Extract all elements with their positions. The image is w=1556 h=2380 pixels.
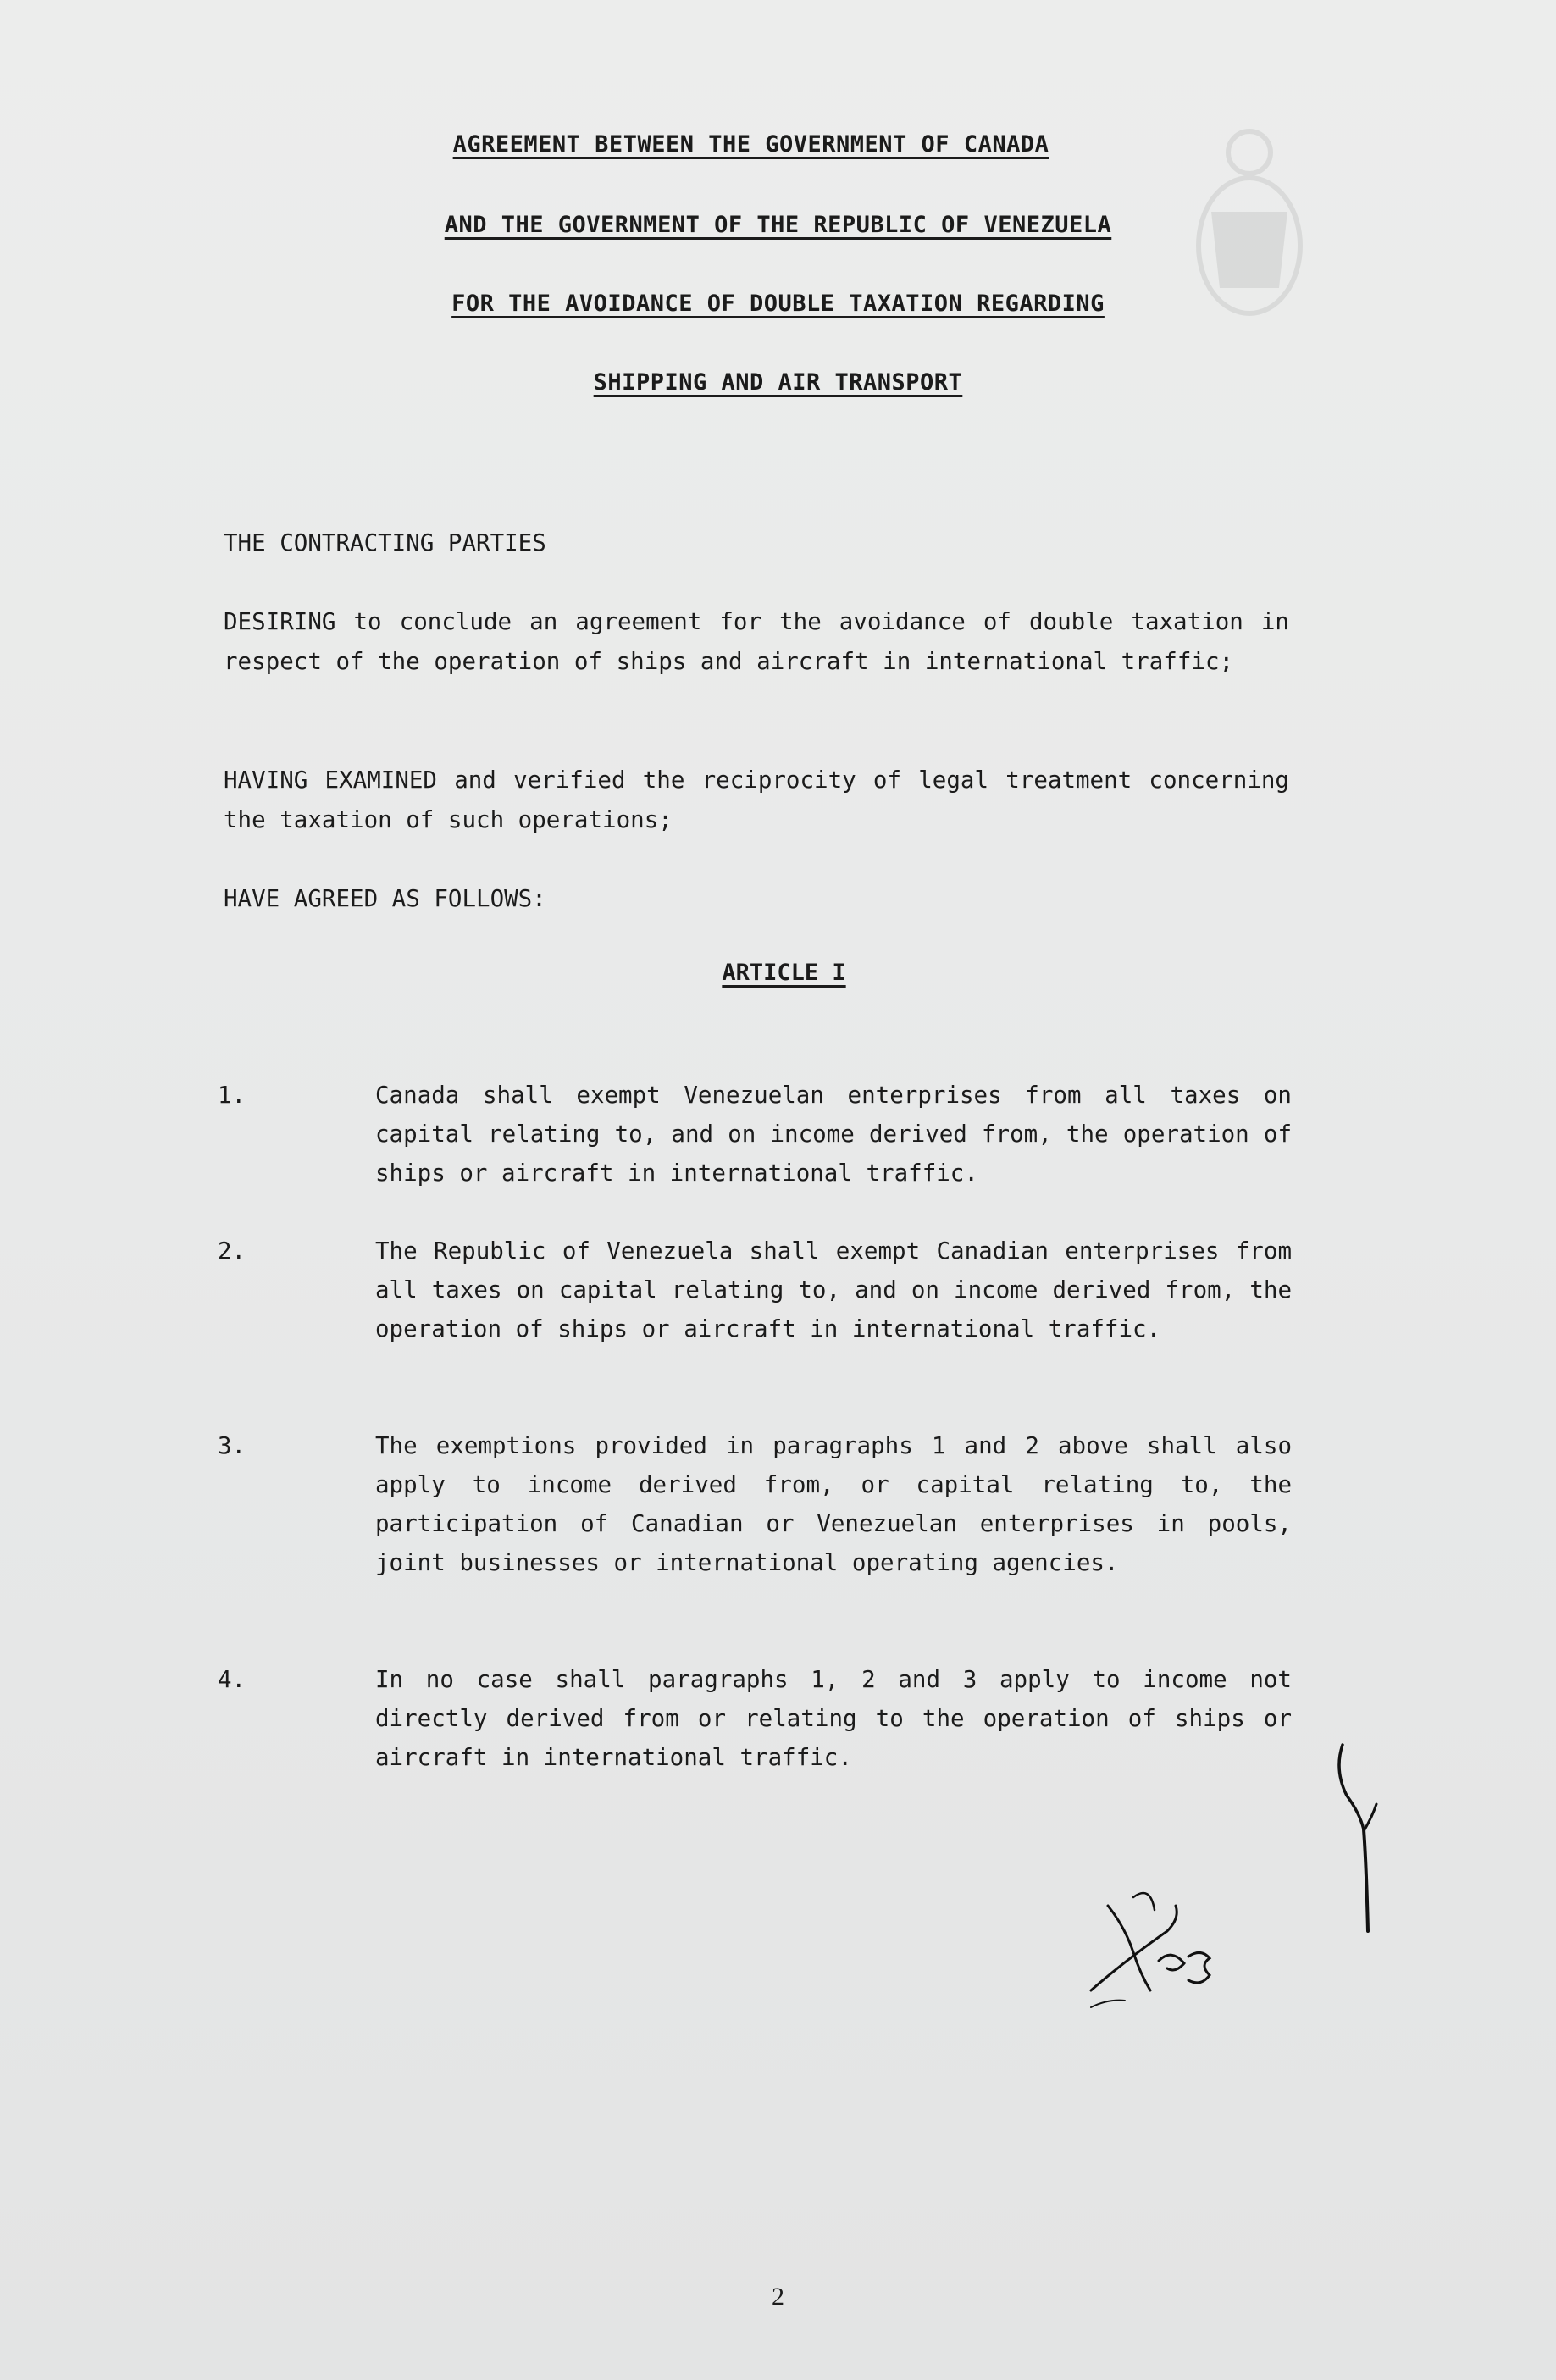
contracting-parties: THE CONTRACTING PARTIES: [224, 529, 546, 556]
item-text: The Republic of Venezuela shall exempt Canadian enterprises from all taxes on capital relating to, and on income derived from, the operation of ships or aircraft in international traffic.: [375, 1237, 1292, 1342]
have-agreed-clause: HAVE AGREED AS FOLLOWS:: [224, 885, 546, 912]
having-examined-clause: HAVING EXAMINED and verified the reciprocity of legal treatment concerning the taxation of such operations;: [224, 767, 1289, 833]
item-text: Canada shall exempt Venezuelan enterprises from all taxes on capital relating to, and on income derived from, the operation of ships or aircraft in international traffic.: [375, 1082, 1292, 1187]
title-line-3: FOR THE AVOIDANCE OF DOUBLE TAXATION REGARDING: [451, 291, 1105, 317]
signature-initial-icon: [1326, 1736, 1402, 1940]
item-number: 4.: [218, 1666, 246, 1693]
title-line-2: AND THE GOVERNMENT OF THE REPUBLIC OF VENEZUELA: [444, 212, 1112, 238]
item-number: 1.: [218, 1082, 246, 1109]
item-text: In no case shall paragraphs 1, 2 and 3 apply to income not directly derived from or relating to the operation of ships or aircraft in international traffic.: [375, 1666, 1292, 1771]
desiring-clause: DESIRING to conclude an agreement for the avoidance of double taxation in respect of the operation of ships and aircraft in international traffic;: [224, 608, 1289, 675]
item-text: The exemptions provided in paragraphs 1 and 2 above shall also apply to income derived from, or capital relating to, the participation of Canadian or Venezuelan enterprises in pools, joint businesses or international operating agencies.: [375, 1432, 1292, 1576]
title-line-1: AGREEMENT BETWEEN THE GOVERNMENT OF CANADA: [452, 131, 1049, 158]
article-heading: ARTICLE I: [722, 960, 846, 986]
page-number: 2: [772, 2283, 784, 2311]
item-number: 3.: [218, 1432, 246, 1459]
title-line-4: SHIPPING AND AIR TRANSPORT: [593, 369, 963, 396]
item-number: 2.: [218, 1237, 246, 1265]
signature-initials-icon: [1074, 1880, 1260, 2016]
